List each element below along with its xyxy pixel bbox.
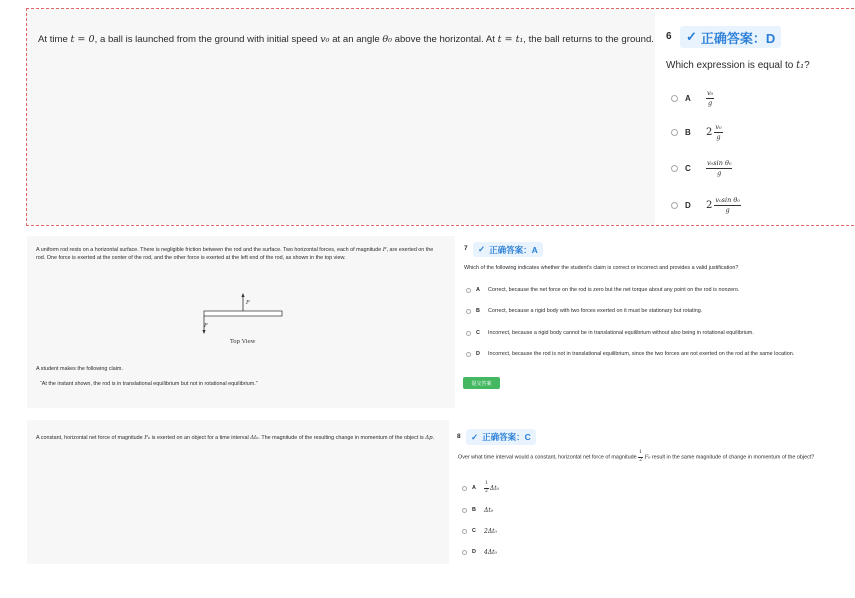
q8-badge-text: 正确答案：C — [482, 432, 531, 442]
q6-option-a-num: v₀ — [707, 89, 714, 97]
q7-number: 7 — [464, 245, 468, 252]
q7-option-b-radio[interactable] — [466, 309, 471, 314]
q7-rod — [204, 311, 282, 316]
q6-option-c[interactable] — [671, 158, 732, 178]
q6-number: 6 — [666, 31, 672, 42]
q6-option-b-frac — [714, 124, 722, 140]
q7-option-b-text: Correct, because a rigid body with two forces exerted on it must be stationary but rotating. — [488, 308, 703, 314]
q7-option-a[interactable] — [466, 286, 739, 294]
q7-option-a-text: Correct, because the net force on the rod is zero but the net torque about any point on the rod is nonzero. — [488, 287, 740, 293]
q7-option-b[interactable] — [466, 307, 702, 315]
q6-option-b[interactable] — [671, 122, 723, 142]
q6-question-text: Which expression is equal to — [666, 60, 794, 71]
q6-option-b-radio[interactable] — [671, 129, 678, 136]
q8-stem-math-2: Δt₀ — [250, 435, 259, 441]
q8-option-c-label: C — [472, 528, 476, 534]
q6-option-b-label: B — [685, 127, 691, 137]
q8-stem-text-3: . The magnitude of the resulting change in momentum of the object is — [258, 435, 424, 441]
q7-option-a-radio[interactable] — [466, 288, 471, 293]
q7-option-c-label: C — [476, 330, 480, 336]
q8-stem-text-1: A constant, horizontal net force of magnitude — [36, 435, 143, 441]
q7-stem-text — [36, 246, 444, 262]
q6-stem-math-2: v₀ — [320, 34, 330, 45]
q6-question-math: t₁ — [796, 60, 805, 71]
q8-option-b[interactable] — [462, 505, 493, 515]
q8-option-d-label: D — [472, 549, 476, 555]
q8-question-text-2: result in the same magnitude of change in momentum of the object? — [651, 454, 815, 461]
q6-stem-text-2: , a ball is launched from the ground with initial speed — [94, 34, 318, 45]
q7-answer-panel — [456, 236, 855, 408]
q7-correct-answer-badge — [473, 242, 543, 257]
q6-stem-text-5: , the ball returns to the ground. — [523, 34, 654, 45]
q8-option-a-expr — [484, 482, 499, 494]
q7-submit-button[interactable]: 提交答案 — [463, 377, 500, 389]
q8-option-a-value: Δt₀ — [489, 484, 500, 492]
q8-option-b-value: Δt₀ — [484, 506, 494, 514]
q6-stem-text-1: At time — [38, 34, 68, 45]
q8-question-frac-den: 2 — [639, 457, 642, 463]
q8-option-d-value: 4Δt₀ — [484, 548, 497, 556]
q6-option-a-den: g — [708, 98, 713, 107]
q6-option-c-expr — [706, 160, 732, 176]
q7-option-d-radio[interactable] — [466, 352, 471, 357]
q7-stem-text-1: A uniform rod rests on a horizontal surface. There is negligible friction between the rod and the surface. Two horizontal forces, each of magnitude — [36, 247, 382, 253]
q8-option-d-radio[interactable] — [462, 550, 467, 555]
q6-option-d-num: v₀sin θ₀ — [715, 196, 740, 204]
q8-check-icon: ✓ — [471, 431, 479, 442]
q7-stem-math-1: F — [382, 247, 387, 253]
q6-stem-math-1: t = 0 — [70, 34, 95, 45]
q6-option-d-expr — [706, 197, 741, 213]
q6-stem-text — [38, 33, 654, 46]
q6-option-d-label: D — [685, 200, 691, 210]
q7-option-a-label: A — [476, 287, 480, 293]
q6-check-icon: ✓ — [686, 29, 697, 44]
q7-center-force-label: F — [246, 300, 250, 306]
q6-question-mark: ? — [804, 60, 810, 71]
q6-stem-math-3: θ₀ — [382, 34, 392, 45]
q6-badge-text: 正确答案：D — [700, 30, 776, 46]
q6-option-b-coef: 2 — [706, 126, 713, 138]
q7-option-b-label: B — [476, 308, 480, 314]
q8-option-b-radio[interactable] — [462, 508, 467, 513]
q6-option-c-radio[interactable] — [671, 165, 678, 172]
q8-option-a-num: 1 — [484, 482, 489, 489]
q8-question — [458, 451, 852, 463]
q7-stem-text-2: , are exerted on the rod. One force is exerted at the center of the rod, and the other force is exerted at the left end of the rod, as shown in the top view. — [36, 247, 434, 261]
q8-question-text-1: Over what time interval would a constant, horizontal net force of magnitude — [458, 454, 637, 461]
q8-question-frac-num: 1 — [638, 451, 643, 458]
q8-option-a-den: 2 — [485, 488, 488, 494]
q7-option-d-text: Incorrect, because the rod is not in translational equilibrium, since the two forces are not exerted on the rod at the same location. — [488, 351, 795, 357]
q6-option-d-radio[interactable] — [671, 202, 678, 209]
q6-correct-answer-badge — [680, 26, 781, 48]
q8-option-a-frac — [484, 482, 489, 494]
q6-option-d-frac — [714, 197, 740, 213]
q7-figure-caption: Top View — [230, 339, 256, 345]
q6-stem-text-3: at an angle — [332, 34, 380, 45]
q6-option-c-label: C — [685, 163, 691, 173]
q8-stem-text-4: . — [432, 435, 435, 441]
q6-option-d-den: g — [725, 205, 730, 214]
q8-option-a[interactable] — [462, 482, 499, 494]
q8-stem-text-2: is exerted on an object for a time interval — [151, 435, 249, 441]
q7-rod-figure — [196, 290, 296, 350]
q6-question — [666, 60, 810, 71]
q8-option-a-label: A — [472, 485, 476, 491]
q8-option-c-radio[interactable] — [462, 529, 467, 534]
q8-question-math: F₀ — [644, 454, 651, 461]
q7-center-force-arrowhead — [241, 293, 244, 297]
q8-option-a-radio[interactable] — [462, 486, 467, 491]
q6-option-a-radio[interactable] — [671, 95, 678, 102]
q7-end-force-arrowhead — [202, 330, 205, 334]
q7-claim: “At the instant shown, the rod is in translational equilibrium but not in rotational equilibrium.” — [40, 381, 258, 387]
q8-stem-math-3: Δp — [425, 435, 433, 441]
q8-stem-text — [36, 434, 441, 442]
q7-badge-text: 正确答案：A — [489, 244, 538, 255]
q7-end-force-label: F — [204, 323, 208, 329]
q7-option-d[interactable] — [466, 350, 794, 358]
q6-stem-text-4: above the horizontal. At — [394, 34, 495, 45]
q8-option-b-label: B — [472, 507, 476, 513]
q6-option-d[interactable] — [671, 195, 741, 215]
q7-option-d-label: D — [476, 351, 480, 357]
q7-claim-intro: A student makes the following claim. — [36, 366, 123, 372]
q8-stem-math-1: F₀ — [144, 435, 151, 441]
q7-option-c-text: Incorrect, because a rigid body cannot be in translational equilibrium without also being in rotational equilibrium. — [488, 330, 754, 336]
q6-stem-math-4: t = t₁ — [497, 34, 524, 45]
q7-option-c-radio[interactable] — [466, 331, 471, 336]
q6-option-a-expr — [706, 90, 714, 106]
q6-option-b-expr — [706, 124, 723, 140]
q6-option-a-label: A — [685, 93, 691, 103]
q7-check-icon: ✓ — [478, 244, 486, 254]
q8-question-frac — [638, 451, 643, 463]
q8-number: 8 — [457, 433, 461, 440]
q6-option-d-coef: 2 — [706, 199, 713, 211]
q8-option-c[interactable] — [462, 526, 497, 536]
q8-option-c-value: 2Δt₀ — [484, 527, 497, 535]
q6-option-c-num: v₀sin θ₀ — [707, 159, 732, 167]
q6-option-b-den: g — [716, 132, 721, 141]
q6-option-c-den: g — [717, 168, 722, 177]
q8-correct-answer-badge — [466, 429, 536, 445]
q6-option-b-num: v₀ — [715, 123, 722, 131]
q7-option-c[interactable] — [466, 329, 754, 337]
q6-option-a[interactable] — [671, 88, 714, 108]
q8-option-d[interactable] — [462, 547, 497, 557]
q7-question: Which of the following indicates whether the student’s claim is correct or incorrect and provides a valid justification? — [464, 265, 739, 271]
